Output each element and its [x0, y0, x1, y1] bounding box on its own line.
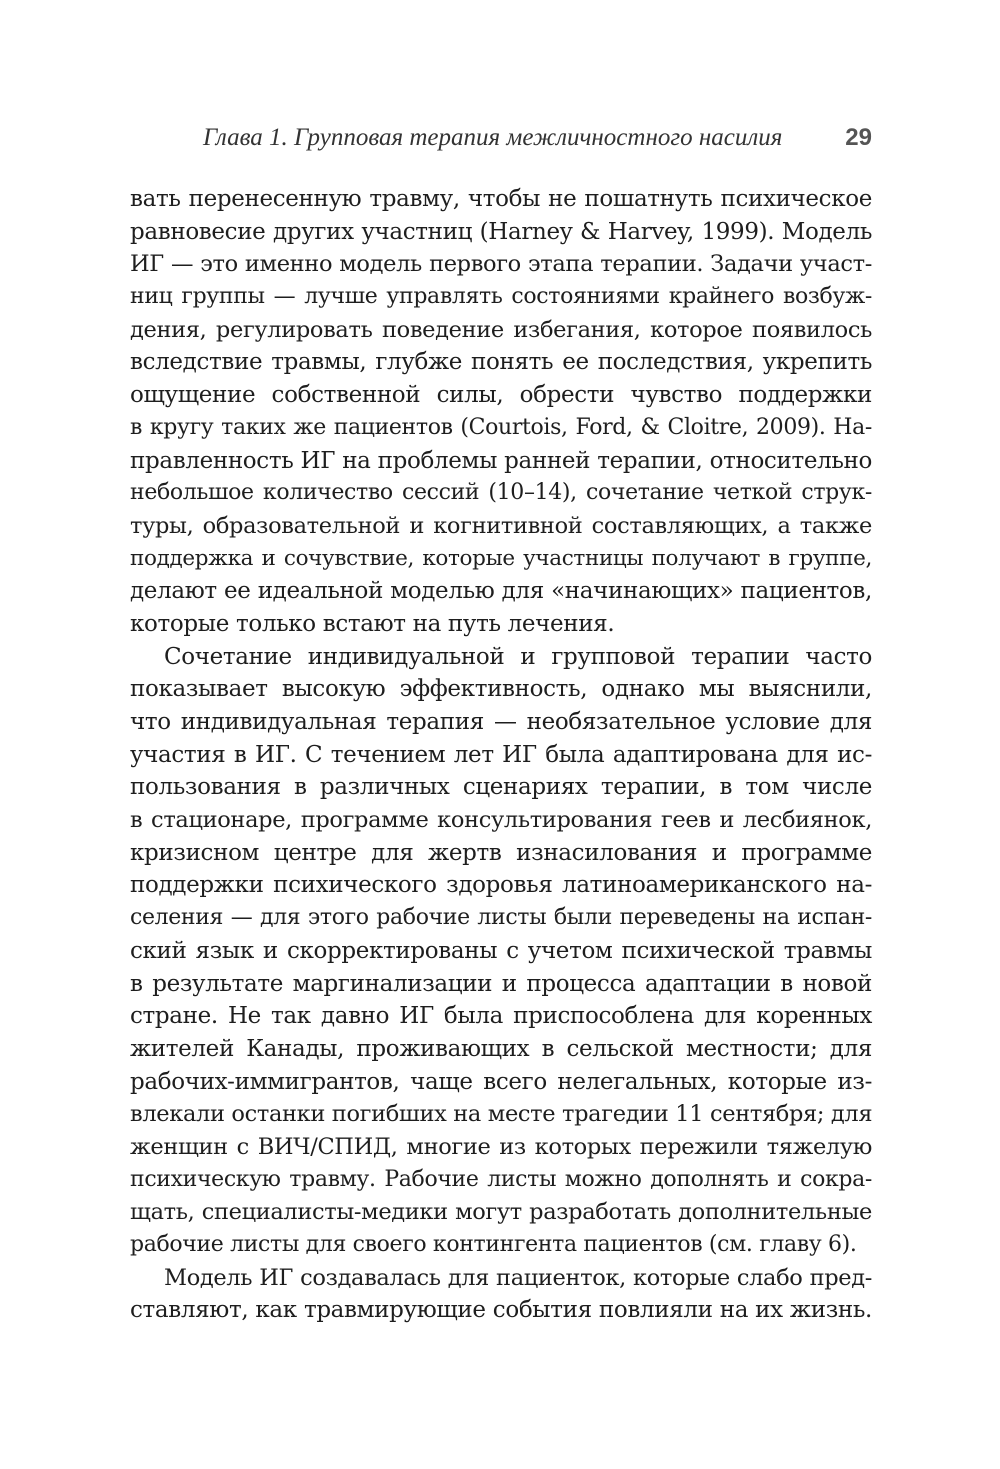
- text-line: щать, специалисты-медики могут разработать дополнительные: [130, 1199, 872, 1226]
- page-number: 29: [845, 124, 872, 151]
- text-line: туры, образовательной и когнитивной составляющих, а также: [130, 512, 872, 539]
- paragraph-2: [130, 641, 872, 1262]
- text-line: ниц группы — лучше управлять состояниями крайнего возбуж-: [130, 284, 872, 310]
- text-line: ощущение собственной силы, обрести чувство поддержки: [130, 382, 872, 409]
- text-line: показывает высокую эффективность, однако мы выяснили,: [130, 676, 872, 703]
- text-line: ставляют, как травмирующие события повлияли на их жизнь.: [130, 1297, 872, 1324]
- text-line: дения, регулировать поведение избегания, которое появилось: [130, 316, 872, 343]
- text-line: в стационаре, программе консультирования геев и лесбиянок,: [130, 807, 872, 834]
- body-text: [130, 183, 872, 1327]
- text-line: что индивидуальная терапия — необязательное условие для: [130, 709, 872, 735]
- text-line: поддержки психического здоровья латиноамериканского на-: [130, 872, 872, 899]
- text-line: рабочих-иммигрантов, чаще всего нелегальных, которые из-: [130, 1068, 872, 1095]
- text-line: небольшое количество сессий (10–14), сочетание четкой струк-: [130, 480, 872, 506]
- text-line: правленность ИГ на проблемы ранней терапии, относительно: [130, 447, 872, 474]
- text-line: ИГ — это именно модель первого этапа терапии. Задачи участ-: [130, 251, 872, 278]
- text-line: равновесие других участниц (Harney & Harvey, 1999). Модель: [130, 218, 872, 245]
- text-line: в кругу таких же пациентов (Courtois, Ford, & Cloitre, 2009). На-: [130, 414, 872, 440]
- text-line: вследствие травмы, глубже понять ее последствия, укрепить: [130, 349, 872, 376]
- text-line: пользования в различных сценариях терапии, в том числе: [130, 774, 872, 801]
- chapter-title: Глава 1. Групповая терапия межличностного насилия: [203, 124, 783, 151]
- paragraph-1: [130, 183, 872, 641]
- text-line: ский язык и скорректированы с учетом психической травмы: [130, 937, 872, 964]
- text-line: селения — для этого рабочие листы были переведены на испан-: [130, 905, 872, 931]
- text-line: Модель ИГ создавалась для пациенток, которые слабо пред-: [164, 1264, 872, 1291]
- text-line: женщин с ВИЧ/СПИД, многие из которых пережили тяжелую: [130, 1133, 872, 1160]
- text-line: психическую травму. Рабочие листы можно дополнять и сокра-: [130, 1166, 872, 1192]
- text-line: жителей Канады, проживающих в сельской местности; для: [130, 1035, 872, 1062]
- text-line: поддержка и сочувствие, которые участницы получают в группе,: [130, 545, 872, 571]
- text-line: участия в ИГ. С течением лет ИГ была адаптирована для ис-: [130, 741, 872, 768]
- text-line: кризисном центре для жертв изнасилования и программе: [130, 839, 872, 866]
- text-line: в результате маргинализации и процесса адаптации в новой: [130, 970, 872, 997]
- text-line: которые только встают на путь лечения.: [130, 610, 615, 637]
- text-line: делают ее идеальной моделью для «начинающих» пациентов,: [130, 578, 872, 605]
- text-line: стране. Не так давно ИГ была приспособлена для коренных: [130, 1003, 872, 1030]
- text-line: Сочетание индивидуальной и групповой терапии часто: [164, 643, 872, 670]
- text-line: вать перенесенную травму, чтобы не пошатнуть психическое: [130, 186, 872, 212]
- text-line: рабочие листы для своего контингента пациентов (см. главу 6).: [130, 1232, 857, 1257]
- text-line: влекали останки погибших на месте трагедии 11 сентября; для: [130, 1101, 873, 1128]
- running-head: [130, 118, 872, 158]
- paragraph-3: [130, 1262, 872, 1327]
